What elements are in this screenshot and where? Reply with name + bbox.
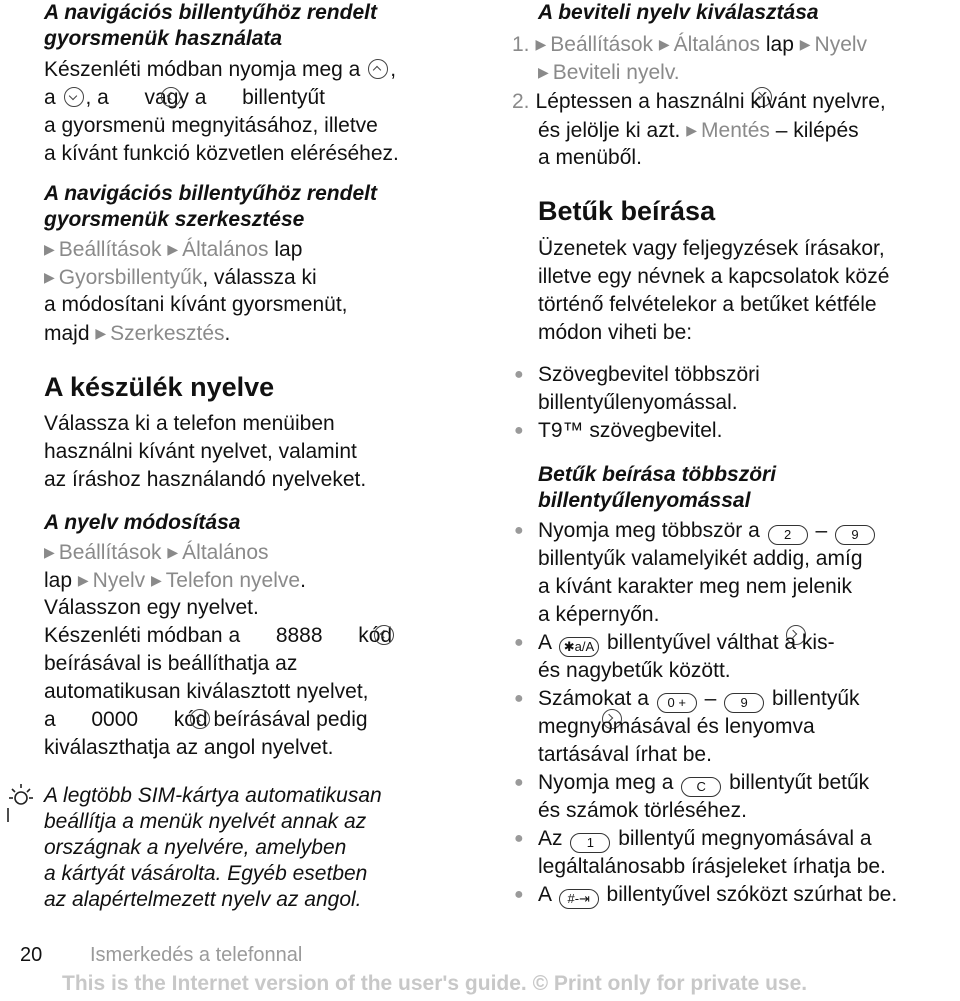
multitap-bullet-3: ● Számokat a 0 + – 9 billentyűk bbox=[538, 686, 860, 713]
arrow-icon: ▶ bbox=[95, 325, 107, 341]
letters-body-2: illetve egy névnek a kapcsolatok közé bbox=[538, 265, 890, 288]
method-1-cont: billentyűlenyomással. bbox=[538, 391, 738, 414]
letters-heading: Betűk beírása bbox=[538, 196, 716, 226]
nav-left-icon bbox=[190, 709, 210, 729]
language-heading: A készülék nyelve bbox=[44, 372, 275, 402]
arrow-icon: ▶ bbox=[799, 36, 811, 52]
bullet-icon: ● bbox=[514, 422, 524, 439]
multitap-b5-2: legáltalánosabb írásjeleket írhatja be. bbox=[538, 855, 886, 878]
arrow-icon: ▶ bbox=[167, 544, 179, 560]
nav-down-icon bbox=[64, 87, 84, 107]
key-9-icon: 9 bbox=[724, 693, 764, 713]
bullet-icon: ● bbox=[514, 690, 524, 707]
multitap-b1-3: a kívánt karakter meg nem jelenik bbox=[538, 575, 852, 598]
bullet-icon: ● bbox=[514, 830, 524, 847]
bullet-icon: ● bbox=[514, 522, 524, 539]
arrow-icon: ▶ bbox=[658, 36, 670, 52]
multitap-b1-4: a képernyőn. bbox=[538, 603, 660, 626]
page-number: 20 bbox=[20, 944, 43, 966]
key-0-icon: 0 + bbox=[657, 693, 697, 713]
multitap-bullet-4: ● Nyomja meg a C billentyűt betűk bbox=[538, 770, 869, 797]
edit-path-1: ▶ Beállítások ▶ Általános lap bbox=[44, 238, 303, 261]
key-2-icon: 2 bbox=[768, 525, 808, 545]
bullet-icon: ● bbox=[514, 634, 524, 651]
bullet-icon: ● bbox=[514, 886, 524, 903]
multitap-b3-3: tartásával írhat be. bbox=[538, 743, 712, 766]
change-path-1: ▶ Beállítások ▶ Általános bbox=[44, 541, 269, 564]
arrow-icon: ▶ bbox=[535, 36, 547, 52]
bullet-icon: ● bbox=[514, 774, 524, 791]
letters-body-1: Üzenetek vagy feljegyzések írásakor, bbox=[538, 237, 885, 260]
edit-path-2: ▶ Gyorsbillentyűk, válassza ki bbox=[44, 266, 317, 289]
input-language-heading: A beviteli nyelv kiválasztása bbox=[538, 1, 819, 24]
multitap-heading-1: Betűk beírása többszöri bbox=[538, 463, 777, 486]
nav-menu-heading-2: gyorsmenük használata bbox=[44, 27, 283, 50]
change-path-2: lap ▶ Nyelv ▶ Telefon nyelve. bbox=[44, 569, 306, 592]
tip-line-4: a kártyát vásárolta. Egyéb esetben bbox=[44, 862, 368, 885]
nav-menu-body-2: a , a vagy a billentyűt bbox=[44, 85, 325, 111]
step-1: 1. ▶ Beállítások ▶ Általános lap ▶ Nyelv bbox=[512, 33, 868, 56]
step-2-end: a menüből. bbox=[538, 146, 642, 169]
edit-heading-1: A navigációs billentyűhöz rendelt bbox=[44, 182, 377, 205]
tip-line-2: beállítja a menük nyelvét annak az bbox=[44, 810, 367, 833]
multitap-b4-2: és számok törléséhez. bbox=[538, 799, 747, 822]
change-body-2: beírásával is beállíthatja az bbox=[44, 652, 298, 675]
tip-line-1: A legtöbb SIM-kártya automatikusan bbox=[44, 784, 382, 807]
language-body-1: Válassza ki a telefon menüiben bbox=[44, 412, 335, 435]
change-code-2: a 0000 kód beírásával pedig bbox=[44, 707, 368, 733]
arrow-icon: ▶ bbox=[44, 269, 55, 285]
section-title: Ismerkedés a telefonnal bbox=[90, 944, 303, 966]
multitap-bullet-5: ● Az 1 billentyű megnyomásával a bbox=[538, 826, 872, 853]
key-hash-icon: #-⇥ bbox=[559, 889, 599, 909]
key-9-icon: 9 bbox=[835, 525, 875, 545]
letters-body-3: történő felvételekor a betűket kétféle bbox=[538, 293, 877, 316]
change-body-5: kiválaszthatja az angol nyelvet. bbox=[44, 736, 334, 759]
edit-path-4: majd ▶ Szerkesztés. bbox=[44, 322, 231, 345]
step-1-cont: ▶ Beviteli nyelv. bbox=[538, 61, 680, 84]
change-choose: Válasszon egy nyelvet. bbox=[44, 596, 259, 619]
arrow-icon: ▶ bbox=[686, 122, 698, 138]
edit-heading-2: gyorsmenük szerkesztése bbox=[44, 208, 305, 231]
change-heading: A nyelv módosítása bbox=[44, 511, 241, 534]
step-2-cont: és jelölje ki azt. ▶ Mentés – kilépés bbox=[538, 119, 859, 142]
change-code-1: Készenléti módban a 8888 kód bbox=[44, 623, 392, 649]
multitap-b2-2: és nagybetűk között. bbox=[538, 659, 731, 682]
multitap-b3-2: megnyomásával és lenyomva bbox=[538, 715, 815, 738]
change-body-3: automatikusan kiválasztott nyelvet, bbox=[44, 680, 369, 703]
letters-body-4: módon viheti be: bbox=[538, 321, 693, 344]
tip-line-5: az alapértelmezett nyelv az angol. bbox=[44, 888, 362, 911]
key-1-icon: 1 bbox=[570, 833, 610, 853]
nav-left-icon bbox=[161, 87, 181, 107]
arrow-icon: ▶ bbox=[151, 572, 162, 588]
multitap-b1-2: billentyűk valamelyikét addig, amíg bbox=[538, 547, 863, 570]
method-2: ● T9™ szövegbevitel. bbox=[514, 419, 723, 442]
step-2: 2. Léptessen a használni kívánt nyelvre, bbox=[512, 90, 886, 113]
multitap-bullet-6: ● A #-⇥ billentyűvel szóközt szúrhat be. bbox=[538, 882, 897, 909]
edit-path-3: a módosítani kívánt gyorsmenüt, bbox=[44, 293, 348, 316]
multitap-bullet-2: ● A ✱a/A billentyűvel válthat a kis- bbox=[538, 630, 835, 657]
bullet-icon: ● bbox=[514, 366, 524, 383]
internet-version-note: This is the Internet version of the user's guide. © Print only for private use. bbox=[62, 972, 808, 995]
nav-menu-heading-1: A navigációs billentyűhöz rendelt bbox=[44, 1, 377, 24]
nav-menu-body-1: Készenléti módban nyomja meg a , bbox=[44, 58, 397, 81]
arrow-icon: ▶ bbox=[44, 241, 55, 257]
nav-menu-body-4: a kívánt funkció közvetlen eléréséhez. bbox=[44, 142, 399, 165]
multitap-bullet-1: ● Nyomja meg többször a 2 – 9 bbox=[538, 518, 877, 545]
language-body-3: az íráshoz használandó nyelveket. bbox=[44, 468, 367, 491]
key-star-icon: ✱a/A bbox=[559, 637, 599, 657]
nav-menu-body-3: a gyorsmenü megnyitásához, illetve bbox=[44, 114, 378, 137]
arrow-icon: ▶ bbox=[167, 241, 179, 257]
language-body-2: használni kívánt nyelvet, valamint bbox=[44, 440, 357, 463]
arrow-icon: ▶ bbox=[538, 64, 549, 80]
lightbulb-icon bbox=[6, 782, 36, 822]
tip-line-3: országnak a nyelvére, amelyben bbox=[44, 836, 347, 859]
arrow-icon: ▶ bbox=[77, 572, 89, 588]
arrow-icon: ▶ bbox=[44, 544, 55, 560]
method-1: ● Szövegbevitel többszöri bbox=[514, 363, 760, 386]
multitap-heading-2: billentyűlenyomással bbox=[538, 489, 751, 512]
key-c-icon: C bbox=[681, 777, 721, 797]
nav-up-icon bbox=[368, 59, 388, 79]
